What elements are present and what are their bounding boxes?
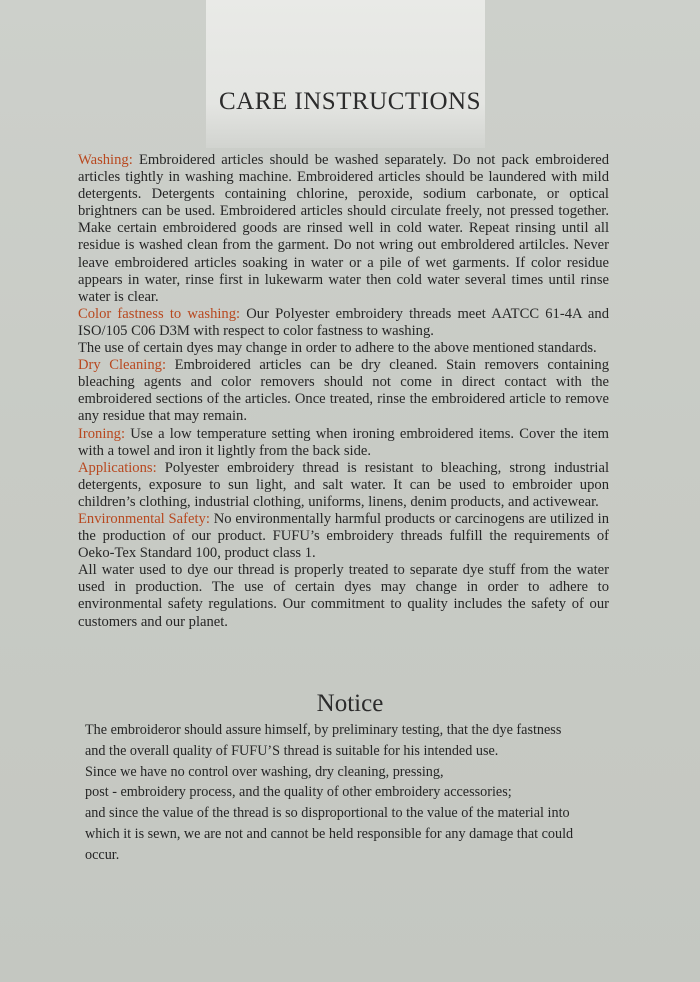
applications-paragraph	[78, 460, 609, 511]
notice-line: post - embroidery process, and the quality of other embroidery accessories;	[85, 784, 512, 801]
notice-line: and the overall quality of FUFU’S thread is suitable for his intended use.	[85, 742, 499, 759]
color-fastness-extra-paragraph: The use of certain dyes may change in order to adhere to the above mentioned standards.	[78, 340, 597, 357]
ironing-text: Use a low temperature setting when ironing embroidered items. Cover the item with a towel and iron it lightly from the back side.	[78, 425, 609, 459]
notice-body	[85, 720, 645, 866]
dry-cleaning-heading: Dry Cleaning:	[78, 357, 167, 374]
ironing-heading: Ironing:	[78, 425, 126, 442]
washing-paragraph	[78, 152, 609, 306]
ironing-paragraph	[78, 426, 609, 460]
notice-line: The embroideror should assure himself, by preliminary testing, that the dye fastness	[85, 722, 562, 738]
environmental-safety-heading: Environmental Safety:	[78, 510, 210, 527]
color-fastness-text: Our Polyester embroidery threads meet AATCC 61-4A and ISO/105 C06 D3M with respect to color fastness to washing.	[78, 305, 609, 339]
applications-text: Polyester embroidery thread is resistant to bleaching, strong industrial detergents, exposure to sun light, and salt water. It can be used to embroider upon children’s clothing, industrial clothing, uniforms, linens, denim products, and activewear.	[78, 459, 609, 510]
care-instructions-body	[78, 152, 609, 631]
environmental-safety-extra-paragraph: All water used to dye our thread is properly treated to separate dye stuff from the water used in production. The use of certain dyes may change in order to adhere to environmental safety regulations. Our commitment to quality includes the safety of our customers and our planet.	[78, 562, 609, 630]
notice-line: which it is sewn, we are not and cannot be held responsible for any damage that could	[85, 825, 574, 842]
washing-text: Embroidered articles should be washed separately. Do not pack embroidered articles tightly in washing machine. Embroidered articles should be laundered with mild detergents. Detergents containing chlorine, peroxide, sodium carbonate, or optical brightners can be used. Embroidered articles should circulate freely, not pressed together. Make certain embroidered goods are rinsed well in cold water. Repeat rinsing until all residue is washed clean from the garment. Do not wring out embroldered artilcles. Never leave embroidered articles soaking in water or a pile of wet garments. If color residue appears in water, rinse first in lukewarm water then cold water several times until rinse water is clear.	[78, 152, 609, 305]
care-instructions-title: CARE INSTRUCTIONS	[219, 88, 481, 115]
notice-line: and since the value of the thread is so disproportional to the value of the material into	[85, 805, 570, 822]
dry-cleaning-text: Embroidered articles can be dry cleaned. Stain removers containing bleaching agents and color removers should not come in direct contact with the embroidered sections of the articles. Once treated, rinse the embroidered article to remove any residue that may remain.	[78, 357, 609, 425]
title-background-panel	[206, 0, 485, 148]
environmental-safety-paragraph	[78, 511, 609, 562]
color-fastness-paragraph	[78, 306, 609, 340]
notice-line: Since we have no control over washing, dry cleaning, pressing,	[85, 763, 444, 780]
dry-cleaning-paragraph	[78, 357, 609, 425]
notice-title: Notice	[316, 690, 384, 717]
washing-heading: Washing:	[78, 152, 133, 168]
environmental-safety-text: No environmentally harmful products or carcinogens are utilized in the production of our product. FUFU’s embroidery threads fulfill the requirements of Oeko-Tex Standard 100, product class 1.	[78, 510, 609, 562]
applications-heading: Applications:	[78, 459, 157, 476]
notice-line: occur.	[85, 846, 120, 863]
color-fastness-heading: Color fastness to washing:	[78, 305, 241, 322]
